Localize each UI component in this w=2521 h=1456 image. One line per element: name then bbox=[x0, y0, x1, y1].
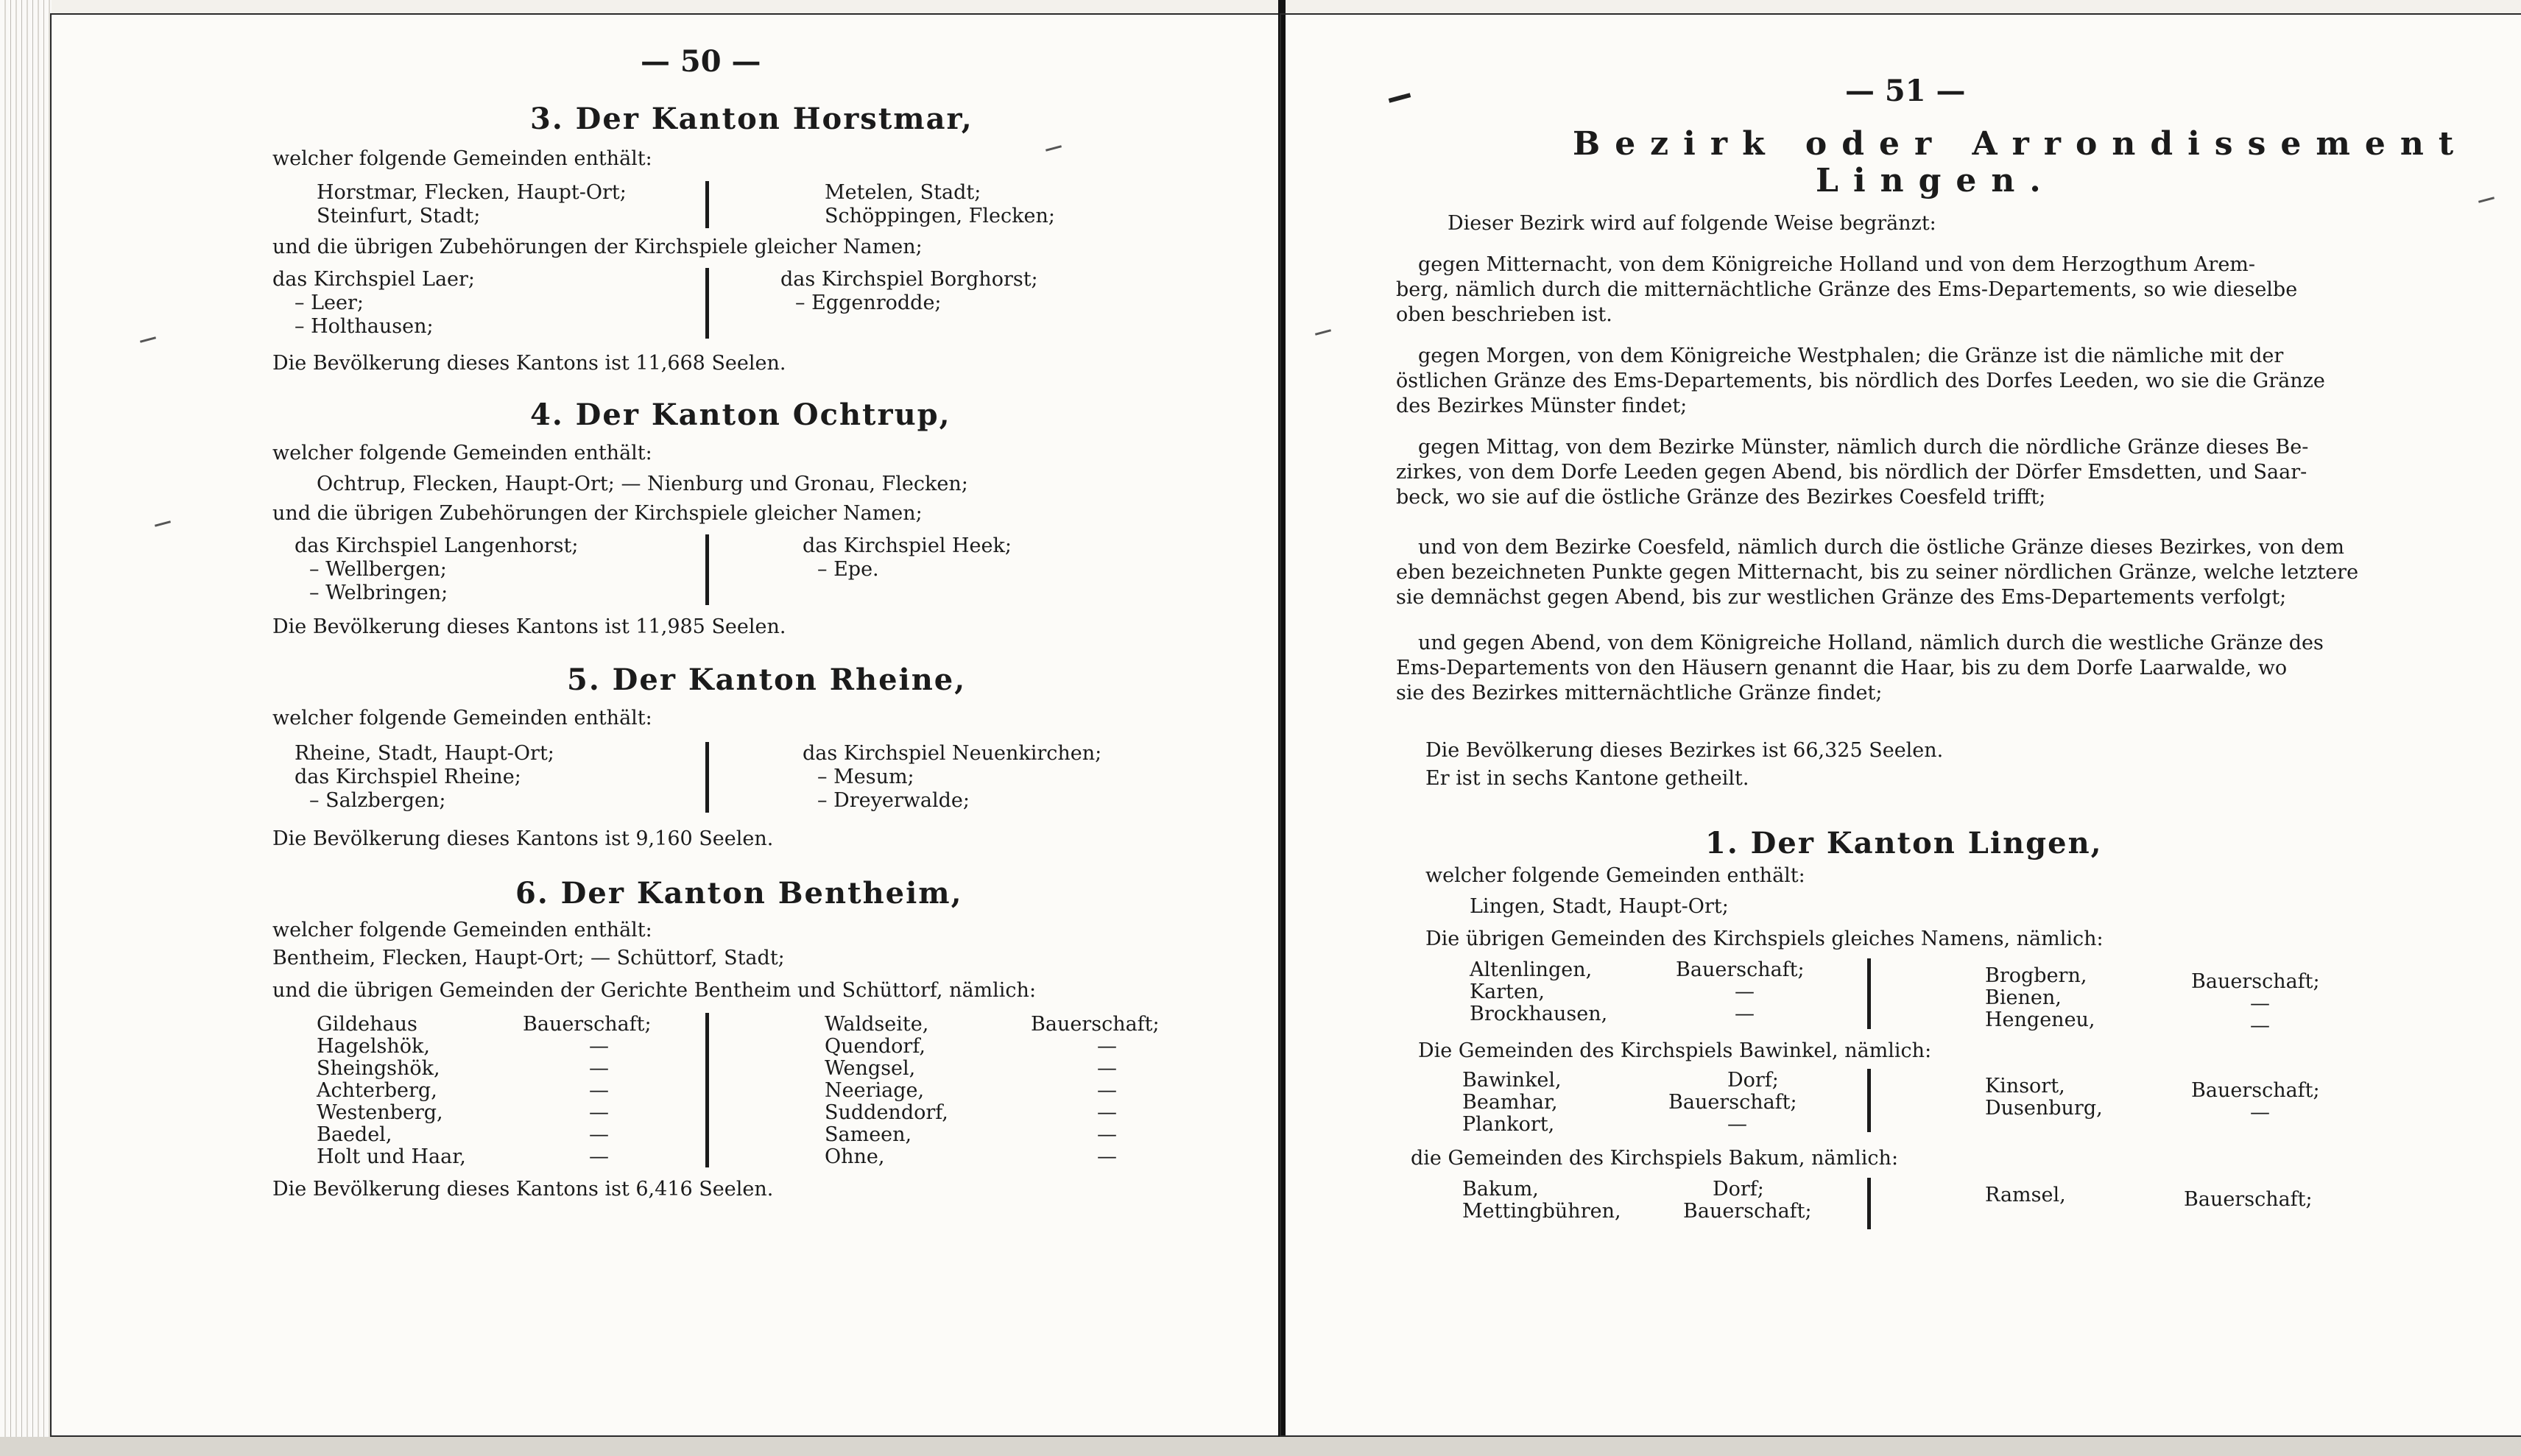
bentheim-bauerschaft: Bauerschaft; bbox=[1031, 1013, 1160, 1036]
rheine-line: – Mesum; bbox=[817, 766, 914, 788]
bakum-name: Ramsel, bbox=[1985, 1184, 2066, 1206]
horstmar-line: Horstmar, Flecken, Haupt-Ort; bbox=[317, 181, 627, 204]
bentheim-name: Gildehaus bbox=[317, 1013, 417, 1036]
right-page bbox=[1281, 15, 2521, 1435]
boundary-east-line: östlichen Gränze des Ems-Departements, bis nördlich des Dorfes Leeden, wo sie die Gränze bbox=[1396, 370, 2325, 392]
ditto-dash: — bbox=[589, 1123, 609, 1146]
boundary-west-line: Ems-Departements von den Häusern genannt die Haar, bis zu dem Dorfe Laarwalde, wo bbox=[1396, 657, 2288, 679]
bawinkel-name: Dusenburg, bbox=[1985, 1097, 2103, 1120]
bakum-name: Bakum, bbox=[1462, 1178, 1539, 1201]
lingen-name: Brockhausen, bbox=[1470, 1003, 1608, 1025]
horstmar-population: Die Bevölkerung dieses Kantons ist 11,668 Seelen. bbox=[272, 352, 786, 375]
bakum-bauerschaft: Bauerschaft; bbox=[1683, 1200, 1812, 1223]
boundary-north-line: gegen Mitternacht, von dem Königreiche Holland und von dem Herzogthum Arem- bbox=[1418, 253, 2256, 276]
left-page bbox=[52, 15, 1284, 1435]
bentheim-name: Wengsel, bbox=[825, 1057, 916, 1080]
boundary-coesfeld-line: sie demnächst gegen Abend, bis zur westlichen Gränze des Ems-Departements verfolgt; bbox=[1396, 586, 2287, 609]
column-divider bbox=[1867, 1069, 1871, 1132]
lingen-bauerschaft: Bauerschaft; bbox=[2191, 970, 2320, 993]
ditto-dash: — bbox=[589, 1101, 609, 1124]
bakum-bauerschaft: Bauerschaft; bbox=[2184, 1188, 2313, 1211]
bawinkel-name: Bawinkel, bbox=[1462, 1069, 1562, 1092]
ditto-dash: — bbox=[1097, 1057, 1117, 1080]
ditto-dash: — bbox=[589, 1079, 609, 1102]
ditto-dash: — bbox=[2250, 1014, 2270, 1037]
kanton-rheine-title: 5. Der Kanton Rheine, bbox=[567, 662, 967, 697]
boundary-west-line: und gegen Abend, von dem Königreiche Holland, nämlich durch die westliche Gränze des bbox=[1418, 632, 2324, 654]
page-number-50: — 50 — bbox=[641, 44, 761, 79]
ditto-dash: — bbox=[2250, 992, 2270, 1015]
ochtrup-kirchspiel: – Epe. bbox=[817, 558, 879, 581]
bentheim-intro: welcher folgende Gemeinden enthält: bbox=[272, 919, 652, 941]
scan-speck bbox=[1389, 93, 1411, 103]
lingen-heading: Lingen. bbox=[1816, 162, 2056, 199]
ditto-dash: — bbox=[2250, 1101, 2270, 1124]
lingen-name: Brogbern, bbox=[1985, 964, 2087, 987]
bentheim-name: Holt und Haar, bbox=[317, 1145, 466, 1168]
ochtrup-sub: und die übrigen Zubehörungen der Kirchspiele gleicher Namen; bbox=[272, 502, 923, 525]
horstmar-line: Metelen, Stadt; bbox=[825, 181, 981, 204]
scan-speck bbox=[155, 520, 171, 527]
bentheim-bauerschaft: Bauerschaft; bbox=[523, 1013, 652, 1036]
bentheim-line: Bentheim, Flecken, Haupt-Ort; — Schüttorf, Stadt; bbox=[272, 947, 785, 969]
bawinkel-name: Kinsort, bbox=[1985, 1075, 2065, 1098]
ochtrup-population: Die Bevölkerung dieses Kantons ist 11,985 Seelen. bbox=[272, 615, 786, 638]
bentheim-name: Suddendorf, bbox=[825, 1101, 948, 1124]
kanton-lingen-title: 1. Der Kanton Lingen, bbox=[1705, 826, 2103, 860]
ditto-dash: — bbox=[1097, 1145, 1117, 1168]
bezirk-population: Die Bevölkerung dieses Bezirkes ist 66,325 Seelen. bbox=[1425, 739, 1944, 762]
bawinkel-dorf: Dorf; bbox=[1727, 1069, 1779, 1092]
lingen-line: Lingen, Stadt, Haupt-Ort; bbox=[1470, 895, 1729, 918]
boundary-west-line: sie des Bezirkes mitternächtliche Gränze findet; bbox=[1396, 682, 1883, 704]
bawinkel-bauerschaft: Bauerschaft; bbox=[2191, 1079, 2320, 1102]
column-divider bbox=[705, 534, 709, 605]
page-number-51: — 51 — bbox=[1845, 74, 1966, 108]
lingen-name: Hengeneu, bbox=[1985, 1008, 2095, 1031]
column-divider bbox=[705, 742, 709, 813]
bawinkel-name: Beamhar, bbox=[1462, 1091, 1558, 1114]
lingen-name: Karten, bbox=[1470, 980, 1545, 1003]
boundary-east-line: gegen Morgen, von dem Königreiche Westphalen; die Gränze ist die nämliche mit der bbox=[1418, 344, 2284, 367]
bawinkel-name: Plankort, bbox=[1462, 1113, 1555, 1136]
rheine-line: das Kirchspiel Rheine; bbox=[295, 766, 521, 788]
horstmar-intro: welcher folgende Gemeinden enthält: bbox=[272, 147, 652, 170]
bawinkel-bauerschaft: Bauerschaft; bbox=[1668, 1091, 1797, 1114]
lingen-intro: welcher folgende Gemeinden enthält: bbox=[1425, 864, 1805, 887]
horstmar-kirchspiel: – Leer; bbox=[295, 291, 364, 314]
scan-speck bbox=[140, 336, 156, 343]
ditto-dash: — bbox=[1735, 1003, 1755, 1025]
ditto-dash: — bbox=[589, 1145, 609, 1168]
bentheim-name: Ohne, bbox=[825, 1145, 885, 1168]
boundary-intro: Dieser Bezirk wird auf folgende Weise begränzt: bbox=[1448, 212, 1936, 235]
rheine-line: das Kirchspiel Neuenkirchen; bbox=[803, 742, 1102, 765]
bentheim-sub: und die übrigen Gemeinden der Gerichte Bentheim und Schüttorf, nämlich: bbox=[272, 979, 1037, 1002]
bentheim-name: Westenberg, bbox=[317, 1101, 443, 1124]
rheine-population: Die Bevölkerung dieses Kantons ist 9,160 Seelen. bbox=[272, 827, 774, 850]
ditto-dash: — bbox=[1727, 1113, 1747, 1136]
boundary-coesfeld-line: eben bezeichneten Punkte gegen Mitternacht, bis zu seiner nördlichen Gränze, welche letztere bbox=[1396, 561, 2359, 584]
ditto-dash: — bbox=[589, 1035, 609, 1058]
scan-bottom-edge bbox=[0, 1437, 2521, 1456]
bentheim-name: Quendorf, bbox=[825, 1035, 925, 1058]
kanton-bentheim-title: 6. Der Kanton Bentheim, bbox=[515, 876, 963, 911]
ditto-dash: — bbox=[1097, 1079, 1117, 1102]
boundary-south-line: beck, wo sie auf die östliche Gränze des Bezirkes Coesfeld trifft; bbox=[1396, 486, 2046, 509]
ochtrup-kirchspiel: – Welbringen; bbox=[309, 582, 448, 604]
bawinkel-sub: Die Gemeinden des Kirchspiels Bawinkel, nämlich: bbox=[1418, 1039, 1932, 1062]
column-divider bbox=[1867, 1178, 1871, 1229]
lingen-name: Altenlingen, bbox=[1470, 958, 1593, 981]
horstmar-kirchspiel: – Holthausen; bbox=[295, 315, 434, 338]
ochtrup-kirchspiel: das Kirchspiel Heek; bbox=[803, 534, 1012, 557]
boundary-south-line: zirkes, von dem Dorfe Leeden gegen Abend, bis nördlich der Dörfer Emsdetten, und Saar- bbox=[1396, 461, 2307, 484]
column-divider bbox=[705, 1013, 709, 1167]
bentheim-population: Die Bevölkerung dieses Kantons ist 6,416 Seelen. bbox=[272, 1178, 774, 1201]
rheine-line: – Dreyerwalde; bbox=[817, 789, 970, 812]
horstmar-kirchspiel: – Eggenrodde; bbox=[795, 291, 942, 314]
kanton-ochtrup-title: 4. Der Kanton Ochtrup, bbox=[530, 397, 951, 432]
ditto-dash: — bbox=[1097, 1035, 1117, 1058]
column-divider bbox=[705, 268, 709, 339]
horstmar-line: Steinfurt, Stadt; bbox=[317, 205, 481, 227]
scan-speck bbox=[2478, 197, 2494, 203]
rheine-line: Rheine, Stadt, Haupt-Ort; bbox=[295, 742, 554, 765]
ochtrup-intro: welcher folgende Gemeinden enthält: bbox=[272, 442, 652, 464]
scan-speck bbox=[1315, 329, 1331, 336]
ochtrup-line: Ochtrup, Flecken, Haupt-Ort; — Nienburg und Gronau, Flecken; bbox=[317, 473, 968, 495]
ditto-dash: — bbox=[1097, 1101, 1117, 1124]
boundary-north-line: oben beschrieben ist. bbox=[1396, 303, 1612, 326]
bentheim-name: Sheingshök, bbox=[317, 1057, 440, 1080]
lingen-bauerschaft: Bauerschaft; bbox=[1676, 958, 1805, 981]
boundary-coesfeld-line: und von dem Bezirke Coesfeld, nämlich durch die östliche Gränze dieses Bezirkes, von dem bbox=[1418, 536, 2345, 559]
boundary-north-line: berg, nämlich durch die mitternächtliche Gränze des Ems-Departements, so wie dieselbe bbox=[1396, 278, 2298, 301]
rheine-line: – Salzbergen; bbox=[309, 789, 446, 812]
scan-edge bbox=[0, 0, 52, 1456]
scan-speck bbox=[1046, 145, 1062, 152]
bentheim-name: Sameen, bbox=[825, 1123, 912, 1146]
column-divider bbox=[705, 181, 709, 228]
bentheim-name: Baedel, bbox=[317, 1123, 392, 1146]
kanton-horstmar-title: 3. Der Kanton Horstmar, bbox=[530, 102, 973, 136]
lingen-name: Bienen, bbox=[1985, 986, 2062, 1009]
ditto-dash: — bbox=[1735, 980, 1755, 1003]
horstmar-line: Schöppingen, Flecken; bbox=[825, 205, 1055, 227]
bentheim-name: Hagelshök, bbox=[317, 1035, 430, 1058]
ditto-dash: — bbox=[1097, 1123, 1117, 1146]
bentheim-name: Neeriage, bbox=[825, 1079, 925, 1102]
bentheim-name: Waldseite, bbox=[825, 1013, 929, 1036]
bezirk-parts: Er ist in sechs Kantone getheilt. bbox=[1425, 767, 1749, 790]
bakum-name: Mettingbühren, bbox=[1462, 1200, 1621, 1223]
horstmar-sub: und die übrigen Zubehörungen der Kirchspiele gleicher Namen; bbox=[272, 236, 923, 258]
bentheim-name: Achterberg, bbox=[317, 1079, 437, 1102]
boundary-east-line: des Bezirkes Münster findet; bbox=[1396, 395, 1688, 417]
ditto-dash: — bbox=[589, 1057, 609, 1080]
bezirk-heading: Bezirk oder Arrondissement bbox=[1573, 125, 2469, 163]
lingen-sub: Die übrigen Gemeinden des Kirchspiels gleiches Namens, nämlich: bbox=[1425, 927, 2104, 950]
ochtrup-kirchspiel: das Kirchspiel Langenhorst; bbox=[295, 534, 579, 557]
boundary-south-line: gegen Mittag, von dem Bezirke Münster, nämlich durch die nördliche Gränze dieses Be- bbox=[1418, 436, 2309, 459]
bakum-dorf: Dorf; bbox=[1713, 1178, 1764, 1201]
column-divider bbox=[1867, 958, 1871, 1029]
horstmar-kirchspiel: das Kirchspiel Laer; bbox=[272, 268, 476, 291]
rheine-intro: welcher folgende Gemeinden enthält: bbox=[272, 707, 652, 729]
bakum-sub: die Gemeinden des Kirchspiels Bakum, nämlich: bbox=[1411, 1147, 1899, 1170]
horstmar-kirchspiel: das Kirchspiel Borghorst; bbox=[780, 268, 1038, 291]
ochtrup-kirchspiel: – Wellbergen; bbox=[309, 558, 447, 581]
